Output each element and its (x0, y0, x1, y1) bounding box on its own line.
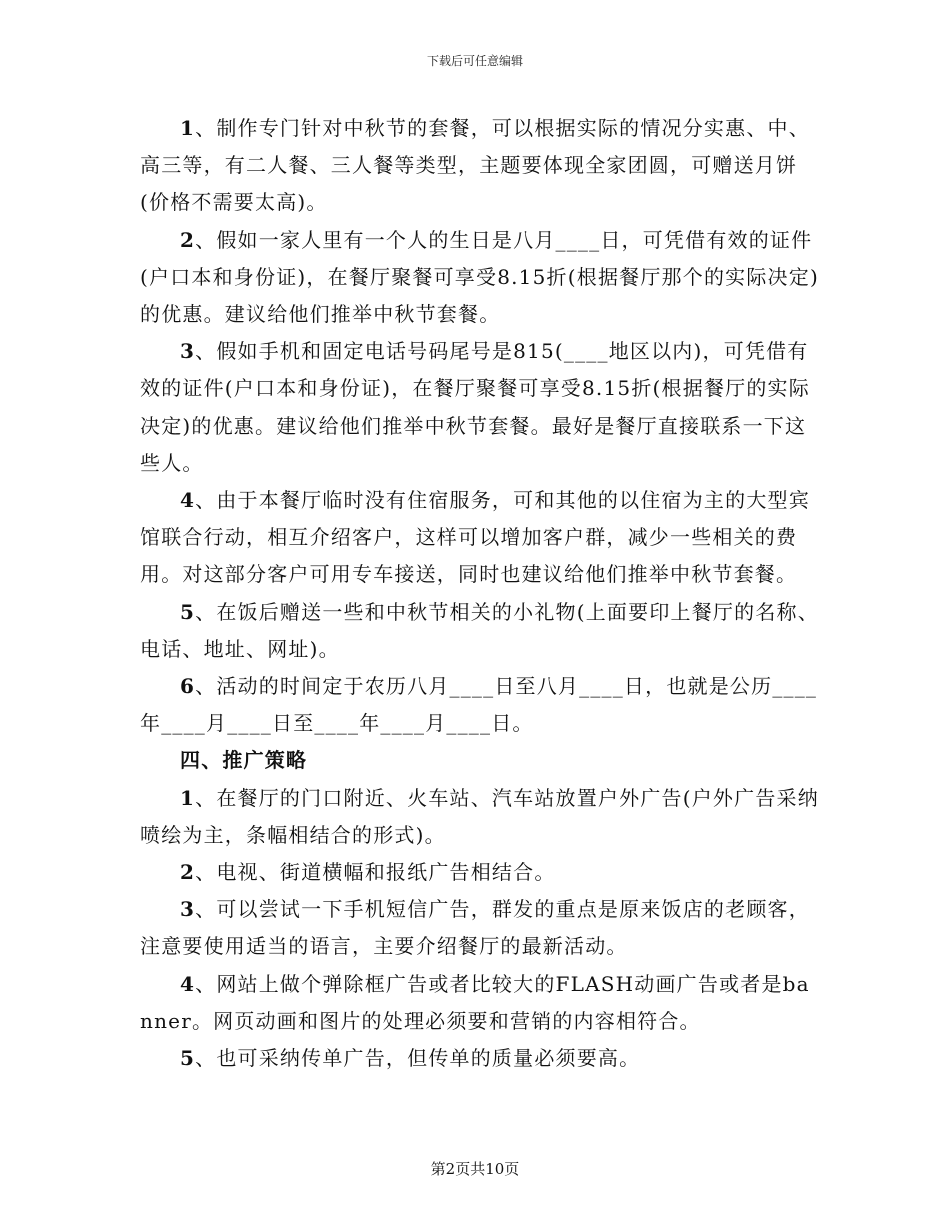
paragraph-text: 、在餐厅的门口附近、火车站、汽车站放置户外广告(户外广告采纳喷绘为主，条幅相结合的形式)。 (140, 785, 819, 847)
paragraph-item-5 (140, 594, 820, 668)
promo-item-2 (140, 854, 820, 891)
item-number: 4 (180, 488, 196, 513)
paragraph-item-4 (140, 482, 820, 594)
promo-item-4 (140, 966, 820, 1040)
paragraph-text: 、由于本餐厅临时没有住宿服务，可和其他的以住宿为主的大型宾馆联合行动，相互介绍客户，这样可以增加客户群，减少一些相关的费用。对这部分客户可用专车接送，同时也建议给他们推举中秋节套餐。 (140, 488, 810, 587)
section-heading: 四、推广策略 (180, 748, 308, 773)
item-number: 4 (180, 971, 196, 996)
paragraph-text: 、假如手机和固定电话号码尾号是815(____地区以内)，可凭借有效的证件(户口本和身份证)，在餐厅聚餐可享受8.15折(根据餐厅的实际决定)的优惠。建议给他们推举中秋节套餐。最好是餐厅直接联系一下这些人。 (140, 339, 810, 475)
paragraph-text: 、可以尝试一下手机短信广告，群发的重点是原来饭店的老顾客，注意要使用适当的语言，主要介绍餐厅的最新活动。 (140, 897, 810, 959)
promo-item-5 (140, 1040, 820, 1077)
paragraph-text: 、网站上做个弹除框广告或者比较大的FLASH动画广告或者是banner。网页动画和图片的处理必须要和营销的内容相符合。 (140, 971, 810, 1033)
paragraph-text: 、活动的时间定于农历八月____日至八月____日，也就是公历____年____月____日至____年____月____日。 (140, 674, 818, 736)
paragraph-item-3 (140, 333, 820, 482)
item-number: 6 (180, 674, 196, 699)
item-number: 2 (180, 227, 196, 252)
item-number: 5 (180, 599, 196, 624)
item-number: 1 (180, 116, 196, 140)
promo-item-3 (140, 891, 820, 965)
paragraph-text: 、制作专门针对中秋节的套餐，可以根据实际的情况分实惠、中、高三等，有二人餐、三人餐等类型，主题要体现全家团圆，可赠送月饼(价格不需要太高)。 (140, 116, 810, 215)
paragraph-item-6 (140, 668, 820, 742)
item-number: 2 (180, 860, 196, 885)
page-number-footer: 第2页共10页 (430, 1160, 520, 1178)
paragraph-text: 、也可采纳传单广告，但传单的质量必须要高。 (195, 1046, 641, 1071)
item-number: 3 (180, 897, 196, 922)
paragraph-item-1 (140, 110, 820, 222)
page-header-note: 下载后可任意编辑 (426, 54, 523, 68)
item-number: 1 (180, 785, 196, 810)
promo-item-1 (140, 780, 820, 854)
document-body (140, 110, 820, 1077)
paragraph-text: 、电视、街道横幅和报纸广告相结合。 (195, 860, 556, 885)
paragraph-text: 、假如一家人里有一个人的生日是八月____日，可凭借有效的证件(户口本和身份证)，在餐厅聚餐可享受8.15折(根据餐厅那个的实际决定)的优惠。建议给他们推举中秋节套餐。 (140, 227, 819, 327)
paragraph-text: 、在饭后赠送一些和中秋节相关的小礼物(上面要印上餐厅的名称、电话、地址、网址)。 (140, 599, 819, 661)
paragraph-item-2 (140, 222, 820, 334)
item-number: 5 (180, 1046, 196, 1071)
item-number: 3 (180, 339, 196, 364)
